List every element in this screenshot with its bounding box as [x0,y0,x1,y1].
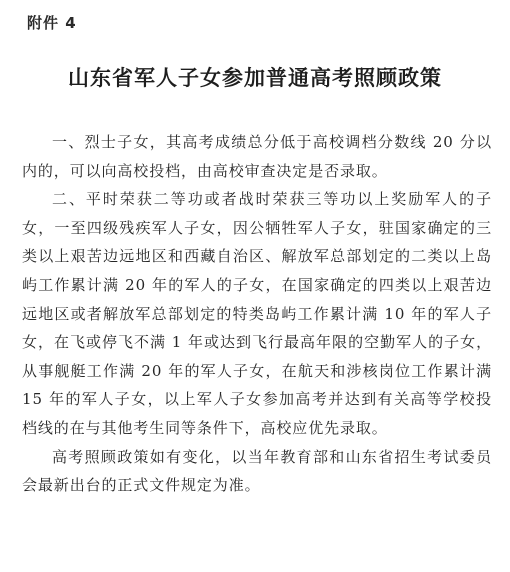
document-body [22,128,492,500]
document-title: 山东省军人子女参加普通高考照顾政策 [68,66,442,90]
attachment-label: 附件 4 [27,14,77,32]
paragraph-priority-admission: 二、平时荣获二等功或者战时荣获三等功以上奖励军人的子女，一至四级残疾军人子女，因公牺牲军人子女，驻国家确定的三类以上艰苦边远地区和西藏自治区、解放军总部划定的二类以上岛屿工作累计满 20 年的军人的子女，在国家确定的四类以上艰苦边远地区或者解放军总部划定的特类岛屿工作累计满 10 年的军人子女，在飞或停飞不满 1 年或达到飞行最高年限的空勤军人的子女，从事舰艇工作满 20 年的军人子女，在航天和涉核岗位工作累计满 15 年的军人子女，以上军人子女参加高考并达到有关高等学校投档线的在与其他考生同等条件下，高校应优先录取。 [22,190,492,437]
paragraph-martyr-children: 一、烈士子女，其高考成绩总分低于高校调档分数线 20 分以内的，可以向高校投档，由高校审查决定是否录取。 [22,133,492,180]
paragraph-policy-changes: 高考照顾政策如有变化，以当年教育部和山东省招生考试委员会最新出台的正式文件规定为准。 [22,447,492,495]
